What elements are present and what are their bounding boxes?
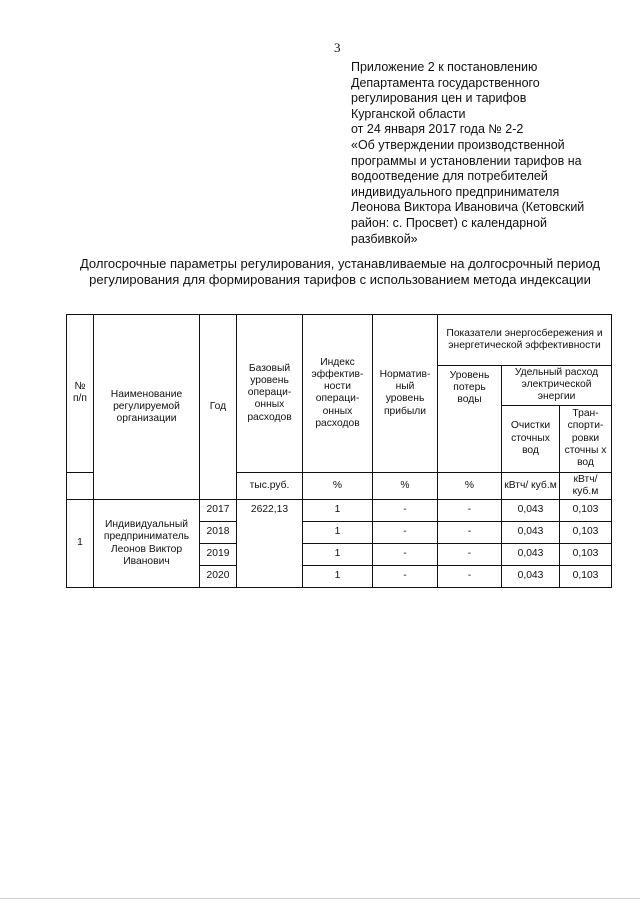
base-costs-value: 2622,13 bbox=[237, 500, 303, 588]
row-year: 2018 bbox=[200, 522, 237, 544]
unit-profit: % bbox=[373, 472, 438, 499]
appendix-line: Департамента государственного bbox=[351, 75, 540, 90]
header-num: № п/п bbox=[67, 315, 94, 473]
unit-transport: кВтч/ куб.м bbox=[560, 472, 612, 499]
header-energy-indicators: Показатели энергосбережения и энергетической эффективности bbox=[438, 315, 612, 366]
appendix-line: водоотведение для потребителей bbox=[351, 169, 548, 184]
row-transport: 0,103 bbox=[560, 522, 612, 544]
row-cleaning: 0,043 bbox=[502, 566, 560, 588]
appendix-line: разбивкой» bbox=[351, 231, 418, 246]
document-heading bbox=[60, 256, 620, 288]
heading-line: регулирования для формирования тарифов с использованием метода индексации bbox=[89, 272, 591, 287]
appendix-line: район: с. Просвет) с календарной bbox=[351, 215, 548, 230]
header-cleaning: Очистки сточных вод bbox=[502, 405, 560, 472]
org-number: 1 bbox=[67, 500, 94, 588]
appendix-line: от 24 января 2017 года № 2-2 bbox=[351, 122, 524, 137]
unit-num-empty bbox=[67, 472, 94, 499]
row-profit: - bbox=[373, 522, 438, 544]
appendix-line: Леонова Виктора Ивановича (Кетовский bbox=[351, 200, 585, 215]
row-year: 2019 bbox=[200, 544, 237, 566]
header-specific-consumption: Удельный расход электрической энергии bbox=[502, 366, 612, 406]
row-year: 2017 bbox=[200, 500, 237, 522]
row-loss: - bbox=[438, 522, 502, 544]
header-transport: Тран-спорти-ровки сточны х вод bbox=[560, 405, 612, 472]
row-profit: - bbox=[373, 544, 438, 566]
header-org: Наименование регулируемой организации bbox=[94, 315, 200, 500]
header-year: Год bbox=[200, 315, 237, 500]
row-year: 2020 bbox=[200, 566, 237, 588]
heading-line: Долгосрочные параметры регулирования, устанавливаемые на долгосрочный период bbox=[79, 256, 601, 271]
row-transport: 0,103 bbox=[560, 566, 612, 588]
row-index: 1 bbox=[303, 522, 373, 544]
header-efficiency-index: Индекс эффектив-ности операци-онных расходов bbox=[303, 315, 373, 473]
row-profit: - bbox=[373, 566, 438, 588]
row-loss: - bbox=[438, 566, 502, 588]
table-row bbox=[67, 500, 612, 522]
appendix-line: индивидуального предпринимателя bbox=[351, 184, 560, 199]
row-cleaning: 0,043 bbox=[502, 544, 560, 566]
unit-base: тыс.руб. bbox=[237, 472, 303, 499]
unit-cleaning: кВтч/ куб.м bbox=[502, 472, 560, 499]
appendix-line: Курганской области bbox=[351, 106, 466, 121]
appendix-line: программы и установлении тарифов на bbox=[351, 153, 582, 168]
row-cleaning: 0,043 bbox=[502, 500, 560, 522]
org-name: Индивидуальный предприниматель Леонов Виктор Иванович bbox=[94, 500, 200, 588]
page-number: 3 bbox=[334, 40, 341, 55]
row-profit: - bbox=[373, 500, 438, 522]
header-profit-level: Норматив-ный уровень прибыли bbox=[373, 315, 438, 473]
row-index: 1 bbox=[303, 500, 373, 522]
row-loss: - bbox=[438, 544, 502, 566]
row-loss: - bbox=[438, 500, 502, 522]
regulation-parameters-table bbox=[66, 314, 612, 588]
header-base-costs: Базовый уровень операци-онных расходов bbox=[237, 315, 303, 473]
row-transport: 0,103 bbox=[560, 544, 612, 566]
row-index: 1 bbox=[303, 544, 373, 566]
appendix-block bbox=[351, 60, 611, 247]
unit-index: % bbox=[303, 472, 373, 499]
row-cleaning: 0,043 bbox=[502, 522, 560, 544]
row-transport: 0,103 bbox=[560, 500, 612, 522]
header-water-loss: Уровень потерь воды bbox=[438, 366, 502, 473]
appendix-line: Приложение 2 к постановлению bbox=[351, 60, 538, 74]
appendix-line: регулирования цен и тарифов bbox=[351, 91, 527, 106]
unit-loss: % bbox=[438, 472, 502, 499]
row-index: 1 bbox=[303, 566, 373, 588]
scan-edge-divider bbox=[0, 898, 640, 899]
appendix-line: «Об утверждении производственной bbox=[351, 137, 565, 152]
